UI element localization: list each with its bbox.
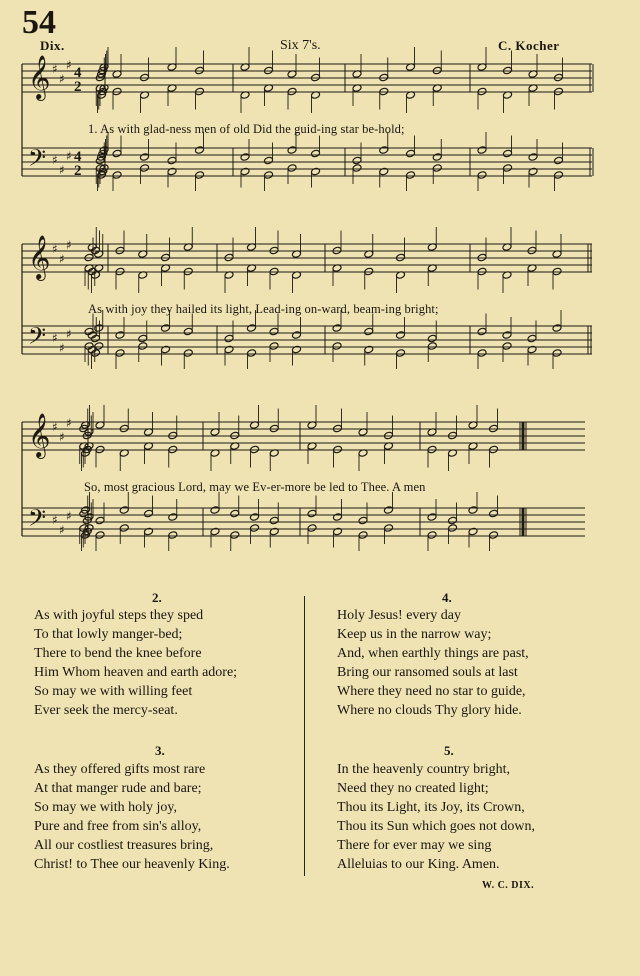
notehead	[138, 342, 148, 351]
notehead	[161, 253, 171, 262]
notehead	[552, 324, 562, 333]
notehead	[477, 253, 487, 262]
notehead	[292, 345, 302, 354]
notehead	[264, 66, 274, 75]
notehead	[477, 327, 487, 336]
notehead	[269, 516, 279, 525]
verse-5-line: Thou its Light, its Joy, its Crown,	[337, 800, 525, 815]
sharp-sign: ♯	[66, 58, 72, 72]
notehead	[528, 167, 538, 176]
notehead	[448, 524, 458, 533]
notehead	[183, 349, 193, 358]
notehead	[183, 267, 193, 276]
notehead	[503, 149, 513, 158]
notehead	[427, 513, 437, 522]
notehead	[427, 334, 437, 343]
notehead	[287, 146, 297, 155]
sharp-sign: ♯	[66, 509, 72, 523]
verse-3-line: All our costliest treasures bring,	[34, 838, 214, 853]
verse-5-line: Need they no created light;	[337, 781, 489, 796]
notehead	[210, 527, 220, 536]
notehead	[140, 164, 150, 173]
notehead	[432, 164, 442, 173]
notehead	[264, 156, 274, 165]
notehead	[527, 334, 537, 343]
notehead	[247, 324, 257, 333]
notehead	[406, 171, 416, 180]
notehead	[95, 531, 105, 540]
verse-5-number: 5.	[444, 743, 454, 758]
notehead	[161, 345, 171, 354]
sharp-sign: ♯	[59, 72, 65, 86]
sharp-sign: ♯	[52, 513, 58, 527]
notehead	[379, 146, 389, 155]
notehead	[224, 334, 234, 343]
notehead	[427, 445, 437, 454]
sharp-sign: ♯	[52, 331, 58, 345]
notehead	[503, 66, 513, 75]
notehead	[528, 153, 538, 162]
sharp-sign: ♯	[59, 430, 65, 444]
sharp-sign: ♯	[59, 523, 65, 537]
notehead	[554, 73, 564, 82]
sharp-sign: ♯	[66, 327, 72, 341]
notehead	[140, 73, 150, 82]
notehead	[144, 509, 154, 518]
sharp-sign: ♯	[66, 149, 72, 163]
notehead	[230, 431, 240, 440]
notehead	[183, 327, 193, 336]
notehead	[140, 153, 150, 162]
notehead	[95, 516, 105, 525]
notehead	[427, 342, 437, 351]
notehead	[168, 431, 178, 440]
verse-3-line: At that manger rude and bare;	[34, 781, 202, 796]
notehead	[264, 171, 274, 180]
notehead	[333, 513, 343, 522]
notehead	[502, 342, 512, 351]
sharp-sign: ♯	[59, 163, 65, 177]
notehead	[358, 516, 368, 525]
notehead	[427, 531, 437, 540]
notehead	[489, 424, 499, 433]
notehead	[292, 331, 302, 340]
notehead	[406, 149, 416, 158]
column-divider	[304, 596, 305, 876]
notehead	[332, 324, 342, 333]
verse-5-line: Alleluias to our King. Amen.	[337, 857, 500, 872]
notehead	[333, 445, 343, 454]
sharp-sign: ♯	[52, 62, 58, 76]
notehead	[115, 349, 125, 358]
notehead	[269, 527, 279, 536]
notehead	[269, 267, 279, 276]
notehead	[396, 349, 406, 358]
notehead	[161, 324, 171, 333]
notehead	[112, 87, 122, 96]
notehead	[311, 167, 321, 176]
treble-clef: 𝄞	[28, 55, 51, 99]
notehead	[396, 331, 406, 340]
sharp-sign: ♯	[59, 252, 65, 266]
notehead	[489, 445, 499, 454]
notehead	[119, 524, 129, 533]
notehead	[379, 167, 389, 176]
hymn-number: 54	[22, 4, 56, 41]
sharp-sign: ♯	[59, 341, 65, 355]
notehead	[168, 513, 178, 522]
verse-5-line: Thou its Sun which goes not down,	[337, 819, 535, 834]
verse-3-line: Pure and free from sin's alloy,	[34, 819, 202, 834]
notehead	[396, 253, 406, 262]
notehead	[364, 345, 374, 354]
notehead	[230, 531, 240, 540]
verse-4-line: Bring our ransomed souls at last	[337, 665, 518, 680]
notehead	[352, 156, 362, 165]
notehead	[364, 267, 374, 276]
notehead	[333, 424, 343, 433]
notehead	[167, 167, 177, 176]
notehead	[477, 349, 487, 358]
verse-2-line: Him Whom heaven and earth adore;	[34, 665, 238, 680]
bass-clef: 𝄢	[28, 144, 47, 177]
notehead	[352, 164, 362, 173]
notehead	[94, 324, 104, 333]
verse-3-line: So may we with holy joy,	[34, 800, 177, 815]
notehead	[311, 73, 321, 82]
notehead	[448, 431, 458, 440]
notehead	[210, 506, 220, 515]
notehead	[432, 66, 442, 75]
notehead	[94, 342, 104, 351]
lyric-line-3: So, most gracious Lord, may we Ev-er-more be led to Thee. A men	[84, 480, 426, 494]
treble-clef: 𝄞	[28, 413, 51, 457]
verse-4-line: Holy Jesus! every day	[337, 608, 462, 623]
notehead	[195, 87, 205, 96]
notehead	[168, 531, 178, 540]
time-signature-bottom: 2	[74, 163, 82, 179]
verse-2-line: To that lowly manger-bed;	[34, 627, 183, 642]
notehead	[489, 509, 499, 518]
notehead	[379, 73, 389, 82]
notehead	[224, 345, 234, 354]
notehead	[448, 516, 458, 525]
sharp-sign: ♯	[52, 242, 58, 256]
notehead	[489, 531, 499, 540]
notehead	[269, 342, 279, 351]
author-credit: W. C. DIX.	[482, 880, 535, 891]
notehead	[168, 445, 178, 454]
lyric-line-2: As with joy they hailed its light, Lead-ing on-ward, beam-ing bright;	[88, 302, 439, 316]
notehead	[269, 327, 279, 336]
sharp-sign: ♯	[52, 153, 58, 167]
verse-4-line: And, when earthly things are past,	[337, 646, 529, 661]
verse-3-line: As they offered gifts most rare	[34, 762, 206, 777]
notehead	[119, 506, 129, 515]
verse-2-line: As with joyful steps they sped	[34, 608, 204, 623]
notehead	[384, 431, 394, 440]
notehead	[195, 171, 205, 180]
notehead	[502, 331, 512, 340]
notehead	[432, 153, 442, 162]
notehead	[115, 246, 125, 255]
verse-4-line: Keep us in the narrow way;	[337, 627, 492, 642]
verse-3-number: 3.	[155, 743, 165, 758]
bass-clef: 𝄢	[28, 504, 47, 537]
notehead	[250, 445, 260, 454]
bass-clef: 𝄢	[28, 322, 47, 355]
notehead	[468, 527, 478, 536]
verse-2-line: Ever seek the mercy-seat.	[34, 703, 178, 718]
notehead	[167, 156, 177, 165]
notehead	[115, 331, 125, 340]
sharp-sign: ♯	[66, 416, 72, 430]
notehead	[84, 253, 94, 262]
notehead	[95, 445, 105, 454]
notehead	[138, 334, 148, 343]
notehead	[332, 246, 342, 255]
notehead	[477, 87, 487, 96]
notehead	[287, 87, 297, 96]
verse-5-line: In the heavenly country bright,	[337, 762, 511, 777]
time-signature-top: 4	[74, 149, 82, 165]
verse-5-line: There for ever may we sing	[337, 838, 492, 853]
verse-2-line: So may we with willing feet	[34, 684, 193, 699]
notehead	[307, 509, 317, 518]
notehead	[333, 527, 343, 536]
verse-3-line: Christ! to Thee our heavenly King.	[34, 857, 230, 872]
notehead	[554, 87, 564, 96]
notehead	[250, 513, 260, 522]
notehead	[503, 164, 513, 173]
notehead	[552, 349, 562, 358]
sharp-sign: ♯	[66, 238, 72, 252]
notehead	[240, 153, 250, 162]
notehead	[364, 327, 374, 336]
notehead	[240, 167, 250, 176]
notehead	[384, 506, 394, 515]
notehead	[287, 164, 297, 173]
lyric-line-1: 1. As with glad-ness men of old Did the guid-ing star be-hold;	[88, 122, 405, 136]
meter: Six 7's.	[280, 38, 321, 53]
time-signature-bottom: 2	[74, 79, 82, 95]
notehead	[384, 524, 394, 533]
notehead	[195, 66, 205, 75]
notehead	[269, 424, 279, 433]
notehead	[224, 253, 234, 262]
notehead	[332, 342, 342, 351]
notehead	[311, 149, 321, 158]
notehead	[477, 267, 487, 276]
notehead	[554, 171, 564, 180]
notehead	[250, 524, 260, 533]
notehead	[468, 506, 478, 515]
notehead	[195, 146, 205, 155]
notehead	[247, 349, 257, 358]
composer: C. Kocher	[498, 38, 560, 53]
notehead	[379, 87, 389, 96]
notehead	[115, 267, 125, 276]
notehead	[552, 267, 562, 276]
verse-4-line: Where no clouds Thy glory hide.	[337, 703, 522, 718]
treble-clef: 𝄞	[28, 235, 51, 279]
verse-2-line: There to bend the knee before	[34, 646, 202, 661]
notehead	[358, 531, 368, 540]
time-signature-top: 4	[74, 65, 82, 81]
notehead	[269, 246, 279, 255]
notehead	[230, 509, 240, 518]
verse-4-number: 4.	[442, 590, 452, 605]
notehead	[477, 171, 487, 180]
notehead	[527, 345, 537, 354]
notehead	[477, 146, 487, 155]
notehead	[119, 424, 129, 433]
notehead	[554, 156, 564, 165]
notehead	[527, 246, 537, 255]
verse-2-number: 2.	[152, 590, 162, 605]
notehead	[307, 524, 317, 533]
notehead	[112, 149, 122, 158]
notehead	[144, 527, 154, 536]
sharp-sign: ♯	[52, 420, 58, 434]
verse-4-line: Where they need no star to guide,	[337, 684, 526, 699]
tune-name: Dix.	[40, 38, 65, 53]
notehead	[112, 171, 122, 180]
